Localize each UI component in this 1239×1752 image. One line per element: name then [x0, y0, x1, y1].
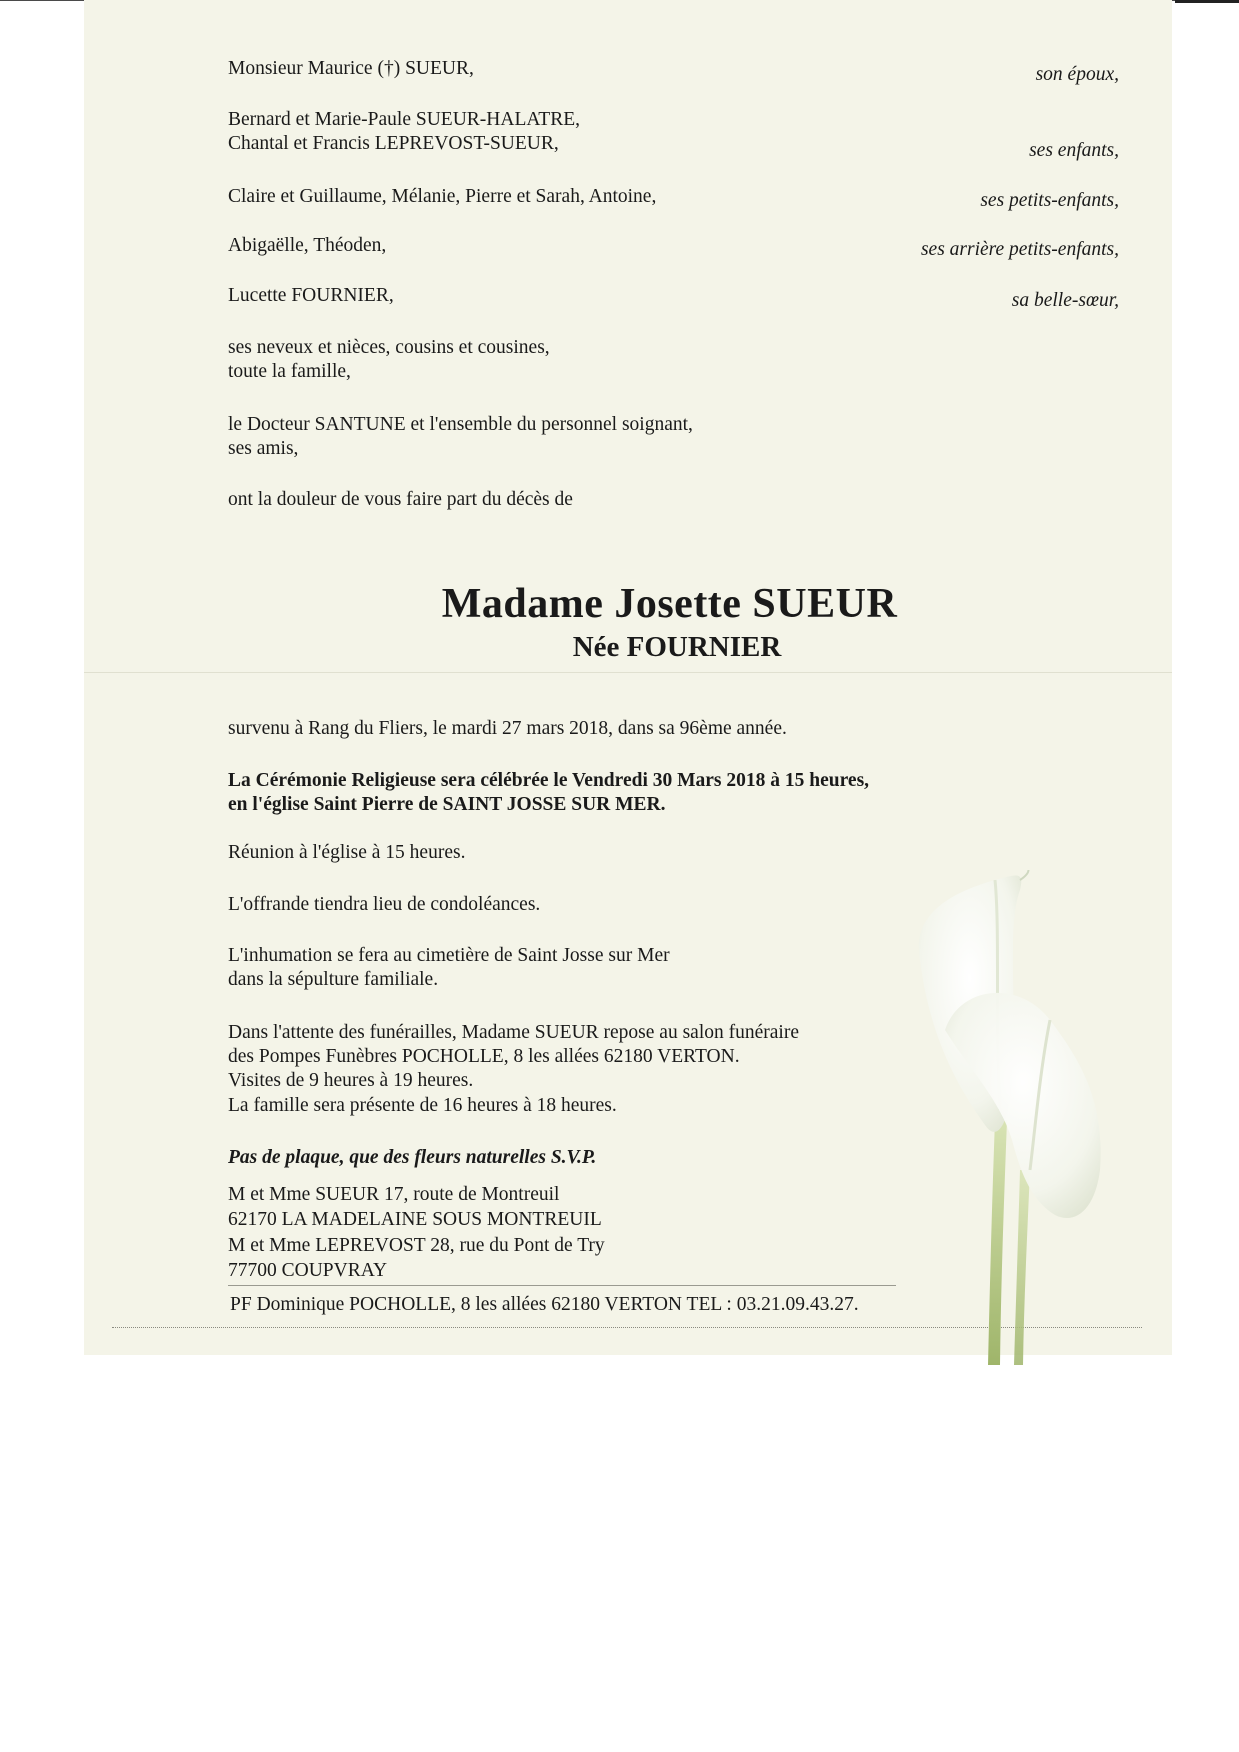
grandchildren-names: Claire et Guillaume, Mélanie, Pierre et Sarah, Antoine,	[228, 186, 657, 207]
children-relation: ses enfants,	[1029, 140, 1119, 161]
visitation-line-3: Visites de 9 heures à 19 heures.	[228, 1070, 474, 1091]
burial-line-1: L'inhumation se fera au cimetière de Saint Josse sur Mer	[228, 945, 670, 966]
flowers-note: Pas de plaque, que des fleurs naturelles S.V.P.	[228, 1147, 597, 1168]
sister-in-law-relation: sa belle-sœur,	[1011, 290, 1119, 311]
relatives-line-2: toute la famille,	[228, 361, 351, 382]
grandchildren-relation: ses petits-enfants,	[980, 190, 1119, 211]
deceased-name: Madame Josette SUEUR	[441, 581, 898, 627]
announcement-text: ont la douleur de vous faire part du décès de	[228, 489, 573, 510]
burial-line-2: dans la sépulture familiale.	[228, 969, 439, 990]
address-line-3: M et Mme LEPREVOST 28, rue du Pont de Try	[228, 1235, 605, 1256]
care-line-2: ses amis,	[228, 438, 299, 459]
card-fold-line	[84, 672, 1172, 673]
husband-name: Monsieur Maurice (†) SUEUR,	[228, 58, 474, 79]
calla-lily-illustration	[900, 870, 1130, 1365]
relatives-line-1: ses neveux et nièces, cousins et cousines,	[228, 337, 550, 358]
ceremony-line-2: en l'église Saint Pierre de SAINT JOSSE SUR MER.	[228, 794, 666, 815]
child-line-1: Bernard et Marie-Paule SUEUR-HALATRE,	[228, 109, 580, 130]
visitation-line-4: La famille sera présente de 16 heures à 18 heures.	[228, 1095, 617, 1116]
great-grandchildren-relation: ses arrière petits-enfants,	[920, 239, 1119, 260]
address-divider	[228, 1285, 896, 1286]
visitation-line-1: Dans l'attente des funérailles, Madame SUEUR repose au salon funéraire	[228, 1022, 799, 1043]
care-line-1: le Docteur SANTUNE et l'ensemble du personnel soignant,	[228, 414, 693, 435]
sister-in-law-name: Lucette FOURNIER,	[228, 285, 394, 306]
scan-edge-corner	[1175, 0, 1239, 3]
deceased-maiden-name: Née FOURNIER	[572, 631, 782, 663]
address-line-1: M et Mme SUEUR 17, route de Montreuil	[228, 1184, 560, 1205]
great-grandchildren-names: Abigaëlle, Théoden,	[228, 235, 387, 256]
ceremony-line-1: La Cérémonie Religieuse sera célébrée le Vendredi 30 Mars 2018 à 15 heures,	[228, 770, 870, 791]
funeral-home-info: PF Dominique POCHOLLE, 8 les allées 62180 VERTON TEL : 03.21.09.43.27.	[230, 1294, 859, 1315]
offering-info: L'offrande tiendra lieu de condoléances.	[228, 894, 541, 915]
husband-relation: son époux,	[1035, 64, 1119, 85]
visitation-line-2: des Pompes Funèbres POCHOLLE, 8 les allées 62180 VERTON.	[228, 1046, 740, 1067]
meeting-info: Réunion à l'église à 15 heures.	[228, 842, 466, 863]
address-line-4: 77700 COUPVRAY	[228, 1260, 388, 1281]
child-line-2: Chantal et Francis LEPREVOST-SUEUR,	[228, 133, 559, 154]
address-line-2: 62170 LA MADELAINE SOUS MONTREUIL	[228, 1209, 602, 1230]
death-notice: survenu à Rang du Fliers, le mardi 27 mars 2018, dans sa 96ème année.	[228, 718, 787, 739]
